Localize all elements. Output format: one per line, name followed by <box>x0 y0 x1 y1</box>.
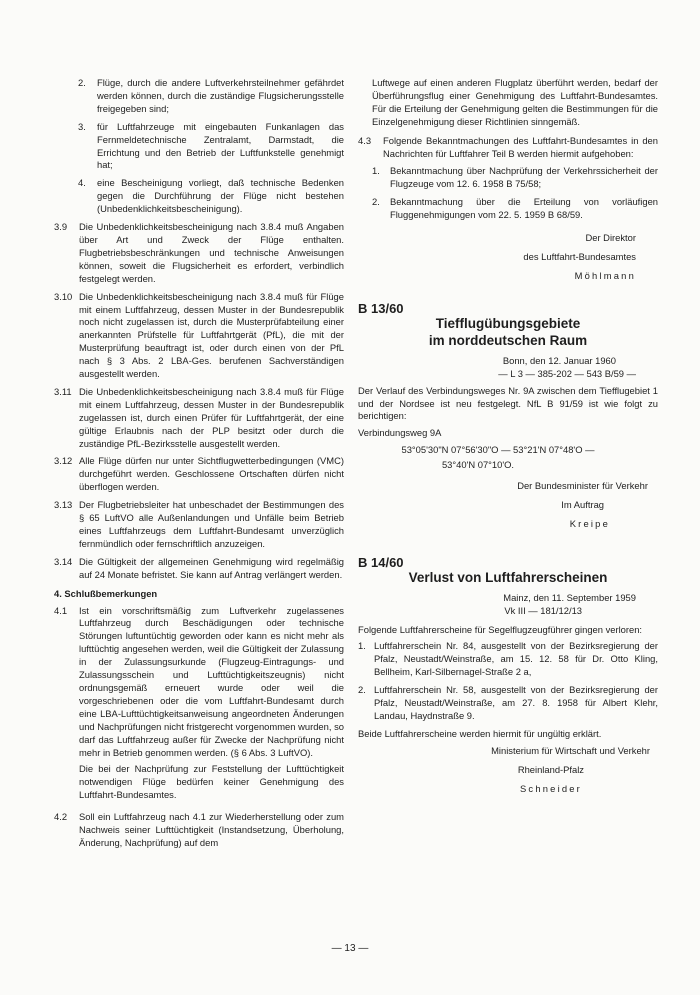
section-text: Die Unbedenklichkeitsbescheinigung nach 3.8.4 muß Angaben über Art und Zweck der Flüge enthalten. Flugbetriebsbeschränkungen und technische Anweisungen können, soweit die Flugsicherheit es erfordert, verbindlich festgelegt werden. <box>79 221 344 284</box>
section-text: Folgende Bekanntmachungen des Luftfahrt-Bundesamtes in den Nachrichten für Luftfahrer Teil B werden hiermit aufgehoben: <box>383 134 658 159</box>
signature-subtitle: Rheinland-Pfalz <box>517 763 584 775</box>
notice-code: B 13/60 <box>358 300 404 316</box>
section-text: Alle Flüge dürfen nur unter Sichtflugwetterbedingungen (VMC) durchgeführt werden. Geschlossene Ortschaften dürfen nicht überflogen werden. <box>79 455 344 493</box>
section-4-2 <box>54 811 344 850</box>
notice-date: Mainz, den 11. September 1959 <box>503 591 636 603</box>
item-number: 2. <box>78 77 86 88</box>
list-item <box>78 121 344 173</box>
notice-reference: Vk III — 181/12/13 <box>504 604 582 616</box>
section-number: 3.12 <box>54 455 73 467</box>
notice-title: Tiefflugübungsgebiete <box>435 315 581 331</box>
list-item <box>358 684 658 723</box>
notice-b13 <box>358 301 658 531</box>
page-number: — 13 — <box>331 943 369 954</box>
notice-body: Folgende Luftfahrerscheine für Segelflugzeugführer gingen verloren: <box>358 623 643 635</box>
continuation-text: Luftwege auf einen anderen Flugplatz überführt werden, bedarf der Überführungsflug einer Genehmigung des Luftfahrt-Bundesamtes. Für die Erteilung der Genehmigung gelten die Bestimmungen für die Einzelgenehmigung dieser Richtlinien sinngemäß. <box>372 77 658 127</box>
section-number: 3.9 <box>54 221 68 233</box>
route-coordinates: 53°40'N 07°10'O. <box>441 459 515 471</box>
signature-block <box>358 480 658 531</box>
section-3-11 <box>54 386 344 451</box>
section-4-1 <box>54 605 344 807</box>
section-text: Die Unbedenklichkeitsbescheinigung nach 3.8.4 muß für Flüge mit einem Luftfahrzeug, dessen Muster in der Bundesrepublik noch nicht zugelassen ist, durch die Musterprüfabteilung einer anerkannten Prüfstelle für Luftfahrtgerät (PfL), die mit der Musterprüfung beauftragt ist, oder durch einen von der PfL nach § 3 Abs. 2 LBA-Ges. berufenen Sachverständigen ausgestellt werden. <box>79 290 344 380</box>
item-number: 2. <box>372 196 380 208</box>
section-body <box>79 605 344 807</box>
notice-body: Der Verlauf des Verbindungsweges Nr. 9A zwischen dem Tiefflugebiet 1 und der Nordsee ist neu festgelegt. NfL B 91/59 ist wie folgt zu berichtigen: <box>358 384 658 422</box>
list-item <box>78 177 344 216</box>
section-text: Ist ein vorschriftsmäßig zum Luftverkehr zugelassenes Luftfahrzeug durch Beschädigungen oder technische Störungen luftuntüchtig geworden oder kann es nicht mehr als lufttüchtig angesehen werden, weil die Gültigkeit der Zulassung in der Zulassungsurkunde (Flugzeug-Eintragungs- und Zulassungsschein und Lufttüchtigkeitszeugnis) nicht ordnungsgemäß erneuert wurde oder weil die vorgeschriebenen oder die vom Luftfahrt-Bundesamt durch eine LBA-Lufttüchtigkeitsanweisung angeordneten Änderungen und Nachprüfungen nicht fristgerecht vorgenommen wurden, so darf das Luftfahrzeug außer für Zwecke der Nachprüfung nicht mehr in Betrieb genommen werden. (§ 6 Abs. 3 LuftVO). <box>79 604 344 758</box>
section-number: 4.1 <box>54 604 68 616</box>
item-number: 2. <box>358 684 366 696</box>
signature-name: Kreipe <box>569 517 610 529</box>
section-number: 4.2 <box>54 811 68 823</box>
section-number: 3.10 <box>54 290 73 302</box>
section-text: Soll ein Luftfahrzeug nach 4.1 zur Wiederherstellung oder zum Nachweis seiner Lufttüchtigkeit (Instandsetzung, Überholung, Änderung, Nachprüfung) auf dem <box>79 811 344 848</box>
notice-title: Verlust von Luftfahrerscheinen <box>408 569 608 585</box>
item-text: Luftfahrerschein Nr. 58, ausgestellt von der Bezirksregierung der Pfalz, Neustadt/Weinstraße, am 27. 8. 1958 für Albert Klehr, Landau, Haydnstraße 9. <box>374 684 658 721</box>
route-coordinates: 53°05'30"N 07°56'30"O — 53°21'N 07°48'O — <box>401 444 595 456</box>
item-number: 1. <box>358 640 366 652</box>
section-heading: 4. Schlußbemerkungen <box>54 587 158 599</box>
item-text: Flüge, durch die andere Luftverkehrsteilnehmer gefährdet werden können, durch die zuständige Flugsicherungsstelle freigegeben sind; <box>97 77 344 114</box>
section-3-9 <box>54 221 344 286</box>
signature-name: Schneider <box>519 782 582 794</box>
section-number: 3.14 <box>54 555 73 567</box>
list-item <box>78 77 344 116</box>
signature-name: Möhlmann <box>574 269 636 281</box>
notice-b14 <box>358 555 658 796</box>
item-text: eine Bescheinigung vorliegt, daß technische Bedenken gegen die Durchführung der Flüge nicht bestehen (Unbedenklichkeitsbescheinigung). <box>97 177 344 215</box>
list-item <box>372 196 658 222</box>
route-label: Verbindungsweg 9A <box>358 427 442 439</box>
notice-reference: — L 3 — 385-202 — 543 B/59 — <box>498 367 636 379</box>
item-text: für Luftfahrzeuge mit eingebauten Funkanlagen das Fernmeldetechnische Zentralamt, Darmstadt, die Errichtung und den Betrieb der Luftfunkstelle genehmigt hat; <box>97 120 344 171</box>
item-text: Bekanntmachung über Nachprüfung der Verkehrssicherheit der Flugzeuge vom 12. 6. 1958 B 75/58; <box>390 165 658 190</box>
list-item <box>358 640 658 679</box>
list-item <box>372 165 658 191</box>
notice-title: im norddeutschen Raum <box>428 332 588 348</box>
item-number: 3. <box>78 120 86 132</box>
item-number: 1. <box>372 165 380 177</box>
section-3-14 <box>54 556 344 582</box>
signature-org: des Luftfahrt-Bundesamtes <box>523 250 636 262</box>
section-text: Die bei der Nachprüfung zur Feststellung der Lufttüchtigkeit notwendigen Flüge bedürfen keiner Genehmigung des Luftfahrt-Bundesamtes. <box>79 763 344 801</box>
section-text: Die Gültigkeit der allgemeinen Genehmigung wird regelmäßig auf 24 Monate befristet. Sie kann auf Antrag verlängert werden. <box>79 555 344 580</box>
item-text: Luftfahrerschein Nr. 84, ausgestellt von der Bezirksregierung der Pfalz, Neustadt/Weinstraße, am 15. 12. 58 für Dr. Otto Kling, Bellheim, Karl-Silbernagel-Straße 2 a, <box>374 640 658 678</box>
notice-closing: Beide Luftfahrerscheine werden hiermit für ungültig erklärt. <box>358 727 602 739</box>
section-4-3 <box>358 135 658 161</box>
item-text: Bekanntmachung über die Erteilung von vorläufigen Fluggenehmigungen vom 22. 5. 1959 B 68/59. <box>390 196 658 221</box>
signature-block <box>358 745 658 796</box>
left-column <box>54 77 344 855</box>
section-number: 3.11 <box>54 385 72 397</box>
section-number: 3.13 <box>54 499 73 511</box>
section-3-12 <box>54 455 344 494</box>
notice-date: Bonn, den 12. Januar 1960 <box>502 354 616 366</box>
signature-block <box>358 232 658 283</box>
signature-title: Ministerium für Wirtschaft und Verkehr <box>491 744 650 756</box>
section-3-13 <box>54 499 344 551</box>
section-number: 4.3 <box>358 134 372 146</box>
item-number: 4. <box>78 177 86 189</box>
section-3-10 <box>54 291 344 381</box>
signature-subtitle: Im Auftrag <box>561 498 604 510</box>
section-text: Die Unbedenklichkeitsbescheinigung nach 3.8.4 muß für Flüge mit einem Luftfahrzeug, dessen Muster in der Bundesrepublik zugelassen ist, durch einen Prüfer für Luftfahrtgerät, der eine gültige Erlaubnis nach der PLP besitzt oder durch die zuständige PfL-Bezirksstelle ausgestellt werden. <box>79 385 344 449</box>
notice-code: B 14/60 <box>358 554 404 570</box>
right-column <box>358 77 658 796</box>
section-text: Der Flugbetriebsleiter hat unbeschadet der Bestimmungen des § 65 LuftVO alle Außenlandungen und Unfälle beim Betrieb eines Luftfahrzeugs dem Luftfahrt-Bundesamt unverzüglich fernmündlich oder fernschriftlich anzuzeigen. <box>79 499 344 549</box>
signature-title: Der Bundesminister für Verkehr <box>517 480 648 492</box>
signature-title: Der Direktor <box>585 232 636 244</box>
